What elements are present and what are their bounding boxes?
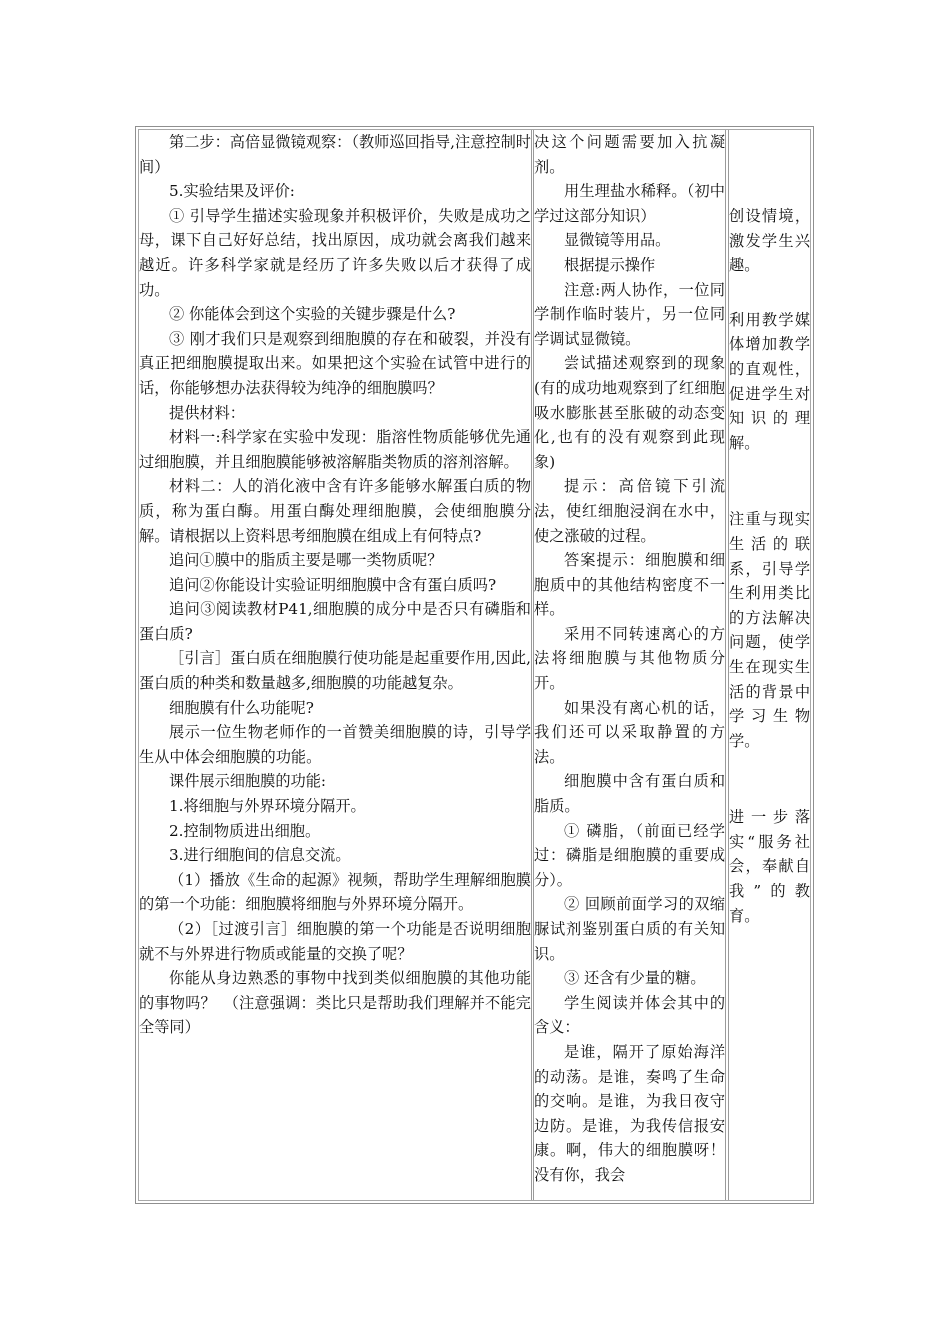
paragraph: 用生理盐水稀释。（初中学过这部分知识） — [534, 182, 725, 225]
paragraph: 追问②你能设计实验证明细胞膜中含有蛋白质吗? — [169, 575, 497, 594]
paragraph: 决这个问题需要加入抗凝剂。 — [534, 133, 725, 176]
design-intent-column — [728, 130, 810, 1200]
paragraph: 材料二：人的消化液中含有许多能够水解蛋白质的物质，称为蛋白酶。用蛋白酶处理细胞膜，会使细胞膜分解。请根据以上资料思考细胞膜在组成上有何特点? — [139, 477, 531, 545]
teacher-activity-column — [139, 130, 532, 1200]
paragraph: ［引言］蛋白质在细胞膜行使功能是起重要作用,因此,蛋白质的种类和数量越多,细胞膜的功能越复杂。 — [139, 649, 531, 693]
paragraph: 是谁，隔开了原始海洋的动荡。是谁，奏鸣了生命的交响。是谁，为我日夜守边防。是谁，为我传信报安康。啊，伟大的细胞膜呀！没有你，我会 — [534, 1042, 725, 1184]
paragraph: ③ 还含有少量的糖。 — [564, 969, 706, 988]
paragraph: 追问①膜中的脂质主要是哪一类物质呢？ — [169, 551, 443, 570]
paragraph: 材料一:科学家在实验中发现：脂溶性物质能够优先通过细胞膜，并且细胞膜能够被溶解脂类物质的溶剂溶解。 — [139, 428, 531, 471]
paragraph: 根据提示操作 — [564, 255, 656, 274]
paragraph: 追问③阅读教材P41,细胞膜的成分中是否只有磷脂和蛋白质? — [139, 600, 531, 643]
paragraph: ① 引导学生描述实验现象并积极评价，失败是成功之母，课下自己好好总结，找出原因，成功就会离我们越来越近。许多科学家就是经历了许多失败以后才获得了成功。 — [139, 206, 531, 299]
paragraph: 课件展示细胞膜的功能: — [169, 772, 326, 791]
paragraph: 1.将细胞与外界环境分隔开。 — [169, 797, 366, 816]
paragraph: （2）［过渡引言］细胞膜的第一个功能是否说明细胞就不与外界进行物质或能量的交换了呢？ — [139, 920, 531, 963]
paragraph: 采用不同转速离心的方法将细胞膜与其他物质分开。 — [534, 624, 725, 693]
paragraph: ① 磷脂，（前面已经学过：磷脂是细胞膜的重要成分）。 — [534, 821, 725, 889]
paragraph: 注意:两人协作，一位同学制作临时装片，另一位同学调试显微镜。 — [534, 280, 725, 348]
student-activity-column — [533, 130, 726, 1200]
paragraph: 2.控制物质进出细胞。 — [169, 821, 321, 840]
paragraph: 你能从身边熟悉的事物中找到类似细胞膜的其他功能的事物吗？ （注意强调：类比只是帮助我们理解并不能完全等同） — [139, 969, 531, 1037]
paragraph: 提供材料： — [169, 403, 245, 422]
paragraph: ② 回顾前面学习的双缩脲试剂鉴别蛋白质的有关知识。 — [534, 895, 725, 963]
paragraph: 尝试描述观察到的现象(有的成功地观察到了红细胞吸水膨胀甚至胀破的动态变化,也有的没有观察到此现象) — [534, 354, 725, 471]
paragraph: 注重与现实生活的联系，引导学生利用类比的方法解决问题，使学生在现实生活的背景中学习生物学。 — [729, 510, 810, 750]
paragraph: ③ 刚才我们只是观察到细胞膜的存在和破裂，并没有真正把细胞膜提取出来。如果把这个实验在试管中进行的话，你能够想办法获得较为纯净的细胞膜吗？ — [139, 329, 531, 397]
paragraph: 创设情境，激发学生兴趣。 — [729, 207, 810, 275]
paragraph: 进一步落实“服务社会，奉献自我”的教育。 — [729, 808, 810, 925]
paragraph: 答案提示：细胞膜和细胞质中的其他结构密度不一样。 — [534, 551, 725, 619]
paragraph: 细胞膜有什么功能呢? — [169, 698, 314, 717]
paragraph: （1）播放《生命的起源》视频，帮助学生理解细胞膜的第一个功能：细胞膜将细胞与外界环境分隔开。 — [139, 870, 531, 914]
paragraph: 如果没有离心机的话，我们还可以采取静置的方法。 — [534, 698, 725, 766]
paragraph: 展示一位生物老师作的一首赞美细胞膜的诗，引导学生从中体会细胞膜的功能。 — [139, 723, 531, 766]
paragraph: 5.实验结果及评价: — [169, 182, 295, 201]
paragraph: 学生阅读并体会其中的含义： — [534, 993, 725, 1037]
paragraph: 显微镜等用品。 — [564, 231, 671, 250]
paragraph: 3.进行细胞间的信息交流。 — [169, 846, 351, 865]
paragraph: 利用教学媒体增加教学的直观性，促进学生对知识的理解。 — [729, 310, 810, 452]
paragraph: 提示：高倍镜下引流法，使红细胞浸润在水中，使之涨破的过程。 — [534, 477, 725, 545]
paragraph: ② 你能体会到这个实验的关键步骤是什么? — [169, 305, 456, 324]
paragraph: 第二步：高倍显微镜观察：（教师巡回指导,注意控制时间） — [139, 133, 531, 176]
paragraph: 细胞膜中含有蛋白质和脂质。 — [534, 772, 725, 816]
